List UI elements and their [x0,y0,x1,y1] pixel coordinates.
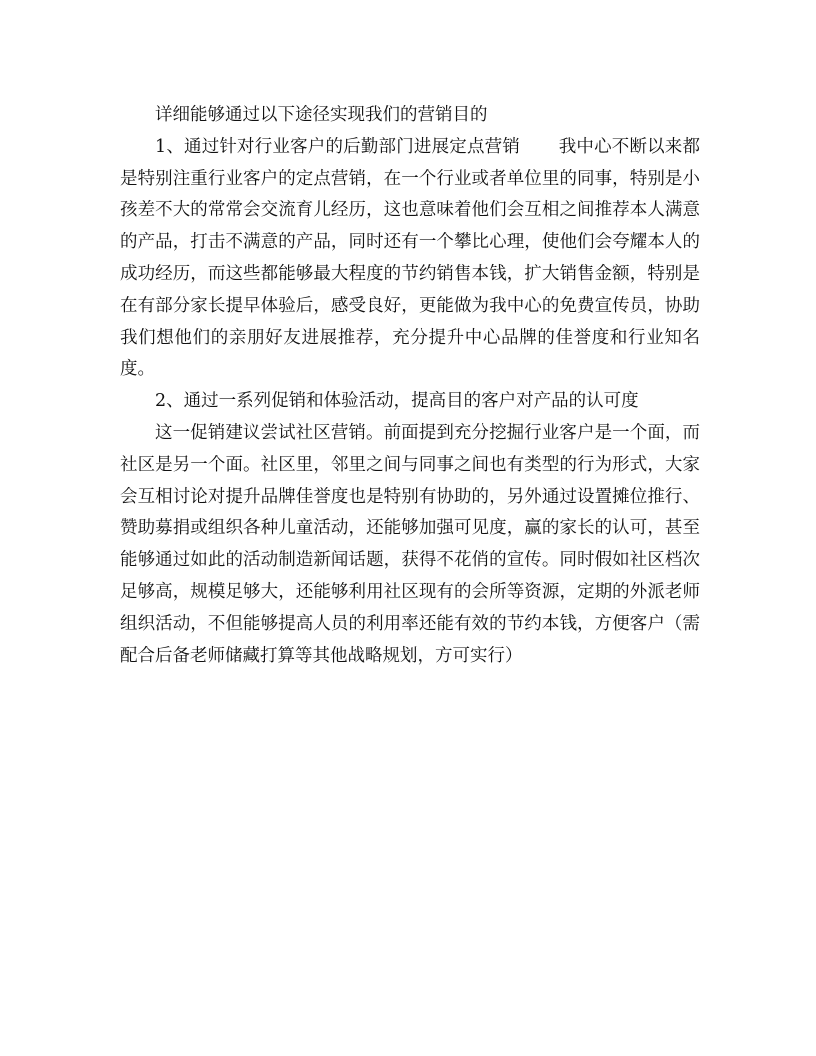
section-1-paragraph [120,132,700,386]
section-2-body: 这一促销建议尝试社区营销。前面提到充分挖掘行业客户是一个面，而社区是另一个面。社区里，邻里之间与同事之间也有类型的行为形式，大家会互相讨论对提升品牌佳誉度也是特别有协助的，另外通过设置摊位推行、赞助募捐或组织各种儿童活动，还能够加强可见度，赢的家长的认可，甚至能够通过如此的活动制造新闻话题，获得不花俏的宣传。同时假如社区档次足够高，规模足够大，还能够利用社区现有的会所等资源，定期的外派老师组织活动，不但能够提高人员的利用率还能有效的节约本钱，方便客户（需配合后备老师储藏打算等其他战略规划，方可实行） [120,422,700,666]
section-1-heading: 1、通过针对行业客户的后勤部门进展定点营销 [155,136,521,157]
document-page [120,100,700,672]
section-2-heading: 2、通过一系列促销和体验活动，提高目的客户对产品的认可度 [155,391,639,412]
intro-paragraph: 详细能够通过以下途径实现我们的营销目的 [155,105,488,125]
section-1-body: 我中心不断以来都是特别注重行业客户的定点营销，在一个行业或者单位里的同事，特别是小孩差不大的常常会交流育儿经历，这也意味着他们会互相之间推荐本人满意的产品，打击不满意的产品，同时还有一个攀比心理，使他们会夸耀本人的成功经历，而这些都能够最大程度的节约销售本钱，扩大销售金额，特别是在有部分家长提早体验后，感受良好，更能做为我中心的免费宣传员，协助我们想他们的亲朋好友进展推荐，充分提升中心品牌的佳誉度和行业知名度。 [120,136,700,380]
